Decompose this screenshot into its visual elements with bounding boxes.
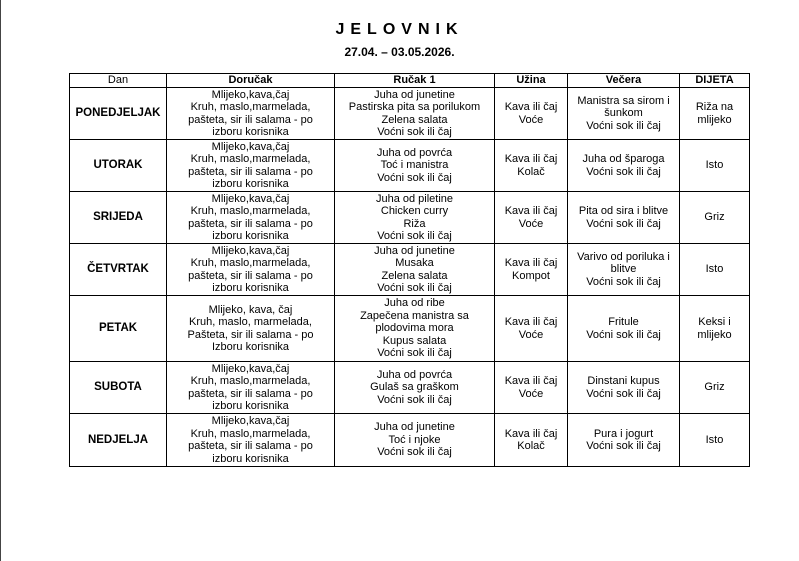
- breakfast-line: izboru korisnika: [212, 452, 289, 465]
- lunch-line: Voćni sok ili čaj: [377, 393, 452, 406]
- snack-cell: [495, 88, 568, 140]
- breakfast-line: Mlijeko, kava, čaj: [208, 303, 293, 316]
- diet-cell: [680, 88, 750, 140]
- day-cell: PETAK: [70, 296, 167, 362]
- diet-line: Griz: [704, 381, 725, 394]
- breakfast-cell: [167, 88, 335, 140]
- lunch-line: Juha od ribe: [384, 297, 445, 310]
- diet-line: mlijeko: [697, 328, 732, 341]
- table-row: [70, 296, 750, 362]
- lunch-line: Juha od junetine: [374, 244, 455, 257]
- lunch-line: plodovima mora: [375, 322, 454, 335]
- day-cell: NEDJELJA: [70, 414, 167, 467]
- lunch-cell: [335, 88, 495, 140]
- diet-cell: [680, 244, 750, 296]
- dinner-line: Voćni sok ili čaj: [586, 328, 661, 341]
- dinner-cell: [568, 88, 680, 140]
- snack-cell: [495, 296, 568, 362]
- snack-cell: [495, 140, 568, 192]
- lunch-line: Kupus salata: [382, 334, 447, 347]
- snack-line: Voće: [518, 113, 544, 126]
- lunch-line: Juha od junetine: [374, 88, 455, 101]
- table-row: [70, 192, 750, 244]
- breakfast-line: Mlijeko,kava,čaj: [211, 362, 290, 375]
- snack-cell: [495, 244, 568, 296]
- dinner-cell: [568, 140, 680, 192]
- lunch-line: Zapečena manistra sa: [360, 309, 469, 322]
- dinner-line: šunkom: [604, 107, 643, 120]
- snack-line: Kolač: [517, 165, 545, 178]
- dinner-cell: [568, 362, 680, 414]
- breakfast-line: pašteta, sir ili salama - po: [188, 217, 313, 230]
- snack-cell: [495, 362, 568, 414]
- lunch-line: Juha od povrća: [376, 368, 453, 381]
- dinner-cell: [568, 192, 680, 244]
- diet-line: Griz: [704, 211, 725, 224]
- dinner-line: Voćni sok ili čaj: [586, 217, 661, 230]
- header-row: [70, 74, 750, 88]
- breakfast-line: izboru korisnika: [212, 178, 289, 190]
- breakfast-line: izboru korisnika: [212, 400, 289, 412]
- breakfast-line: Kruh, maslo,marmelada,: [190, 153, 311, 165]
- breakfast-line: Kruh, maslo,marmelada,: [190, 257, 311, 269]
- snack-line: Kava ili čaj: [504, 101, 558, 113]
- day-cell: SRIJEDA: [70, 192, 167, 244]
- breakfast-cell: [167, 362, 335, 414]
- breakfast-cell: [167, 296, 335, 362]
- lunch-line: Voćni sok ili čaj: [377, 282, 452, 294]
- snack-line: Kolač: [517, 440, 545, 452]
- breakfast-line: Mlijeko,kava,čaj: [211, 88, 290, 101]
- diet-cell: [680, 140, 750, 192]
- snack-cell: [495, 414, 568, 467]
- breakfast-line: Mlijeko,kava,čaj: [211, 192, 290, 205]
- page-title: JELOVNIK: [335, 21, 464, 38]
- breakfast-line: izboru korisnika: [212, 230, 289, 242]
- snack-line: Voće: [518, 328, 544, 341]
- breakfast-line: pašteta, sir ili salama - po: [188, 440, 313, 452]
- table-row: [70, 244, 750, 296]
- lunch-line: Toć i manistra: [380, 159, 449, 172]
- dinner-line: Pita od sira i blitve: [578, 205, 669, 217]
- diet-cell: [680, 192, 750, 244]
- dinner-line: Pura i jogurt: [593, 427, 654, 440]
- page-left-edge: [0, 0, 1, 561]
- day-cell: UTORAK: [70, 140, 167, 192]
- dinner-line: Voćni sok ili čaj: [586, 440, 661, 452]
- breakfast-line: izboru korisnika: [212, 126, 289, 138]
- snack-line: Kava ili čaj: [504, 153, 558, 165]
- snack-line: Kava ili čaj: [504, 427, 558, 440]
- breakfast-line: Mlijeko,kava,čaj: [211, 415, 290, 427]
- breakfast-line: Kruh, maslo,marmelada,: [190, 375, 311, 387]
- diet-cell: [680, 362, 750, 414]
- breakfast-line: Mlijeko,kava,čaj: [211, 140, 290, 153]
- lunch-line: Chicken curry: [380, 205, 449, 217]
- lunch-cell: [335, 140, 495, 192]
- diet-line: Keksi i: [698, 316, 731, 328]
- snack-line: Voće: [518, 217, 544, 230]
- snack-cell: [495, 192, 568, 244]
- breakfast-cell: [167, 414, 335, 467]
- snack-line: Kava ili čaj: [504, 316, 558, 328]
- snack-line: Voće: [518, 387, 544, 400]
- header-diet: DIJETA: [680, 74, 750, 88]
- lunch-cell: [335, 296, 495, 362]
- dinner-line: Voćni sok ili čaj: [586, 165, 661, 178]
- snack-line: Kava ili čaj: [504, 375, 558, 387]
- dinner-line: Voćni sok ili čaj: [586, 275, 661, 288]
- breakfast-line: Mlijeko,kava,čaj: [211, 244, 290, 257]
- diet-line: Isto: [705, 159, 724, 172]
- diet-cell: [680, 296, 750, 362]
- lunch-line: Pastirska pita sa porilukom: [348, 101, 481, 113]
- breakfast-line: Izboru korisnika: [211, 341, 290, 353]
- lunch-line: Gulaš sa graškom: [370, 381, 459, 394]
- breakfast-cell: [167, 192, 335, 244]
- dinner-line: Dinstani kupus: [587, 375, 660, 387]
- breakfast-line: pašteta, sir ili salama - po: [188, 113, 313, 126]
- table-row: [70, 414, 750, 467]
- breakfast-cell: [167, 140, 335, 192]
- breakfast-line: Kruh, maslo,marmelada,: [190, 427, 311, 440]
- lunch-line: Musaka: [395, 257, 434, 269]
- lunch-line: Voćni sok ili čaj: [377, 230, 452, 242]
- dinner-cell: [568, 296, 680, 362]
- breakfast-line: Kruh, maslo,marmelada,: [190, 205, 311, 217]
- table-row: [70, 362, 750, 414]
- day-cell: ČETVRTAK: [70, 244, 167, 296]
- breakfast-line: pašteta, sir ili salama - po: [188, 165, 313, 178]
- snack-line: Kompot: [512, 269, 550, 282]
- breakfast-line: izboru korisnika: [212, 282, 289, 294]
- date-range: 27.04. – 03.05.2026.: [344, 45, 455, 59]
- lunch-line: Voćni sok ili čaj: [377, 171, 452, 184]
- table-row: [70, 88, 750, 140]
- breakfast-line: pašteta, sir ili salama - po: [188, 387, 313, 400]
- dinner-cell: [568, 244, 680, 296]
- day-cell: SUBOTA: [70, 362, 167, 414]
- lunch-cell: [335, 192, 495, 244]
- lunch-line: Riža: [403, 217, 426, 230]
- lunch-cell: [335, 362, 495, 414]
- diet-line: mlijeko: [697, 113, 732, 126]
- diet-cell: [680, 414, 750, 467]
- dinner-line: Manistra sa sirom i: [577, 94, 670, 107]
- breakfast-line: Kruh, maslo, marmelada,: [189, 316, 312, 328]
- lunch-line: Juha od piletine: [375, 192, 454, 205]
- dinner-line: Fritule: [608, 316, 639, 328]
- lunch-line: Voćni sok ili čaj: [377, 126, 452, 138]
- snack-line: Kava ili čaj: [504, 205, 558, 217]
- dinner-line: Voćni sok ili čaj: [586, 387, 661, 400]
- diet-line: Riža na: [695, 101, 734, 113]
- lunch-line: Voćni sok ili čaj: [377, 446, 452, 459]
- lunch-line: Juha od povrća: [376, 146, 453, 159]
- dinner-line: Voćni sok ili čaj: [586, 119, 661, 132]
- header-day: Dan: [70, 74, 167, 88]
- diet-line: Isto: [705, 433, 724, 446]
- dinner-line: Juha od šparoga: [582, 153, 665, 165]
- breakfast-line: Pašteta, sir ili salama - po: [187, 328, 314, 341]
- header-breakfast: Doručak: [167, 74, 335, 88]
- header-lunch: Ručak 1: [335, 74, 495, 88]
- dinner-line: blitve: [610, 263, 637, 276]
- lunch-cell: [335, 414, 495, 467]
- diet-line: Isto: [705, 263, 724, 276]
- menu-table: [69, 73, 750, 467]
- breakfast-cell: [167, 244, 335, 296]
- lunch-cell: [335, 244, 495, 296]
- dinner-line: Varivo od poriluka i: [577, 250, 670, 263]
- breakfast-line: pašteta, sir ili salama - po: [188, 269, 313, 282]
- lunch-line: Juha od junetine: [374, 421, 455, 434]
- lunch-line: Zelena salata: [381, 269, 448, 282]
- menu-body: [70, 88, 750, 467]
- dinner-cell: [568, 414, 680, 467]
- lunch-line: Voćni sok ili čaj: [377, 347, 452, 360]
- breakfast-line: Kruh, maslo,marmelada,: [190, 101, 311, 113]
- header-snack: Užina: [495, 74, 568, 88]
- header-dinner: Večera: [568, 74, 680, 88]
- day-cell: PONEDJELJAK: [70, 88, 167, 140]
- table-row: [70, 140, 750, 192]
- snack-line: Kava ili čaj: [504, 257, 558, 269]
- lunch-line: Zelena salata: [381, 113, 448, 126]
- lunch-line: Toć i njoke: [388, 433, 441, 446]
